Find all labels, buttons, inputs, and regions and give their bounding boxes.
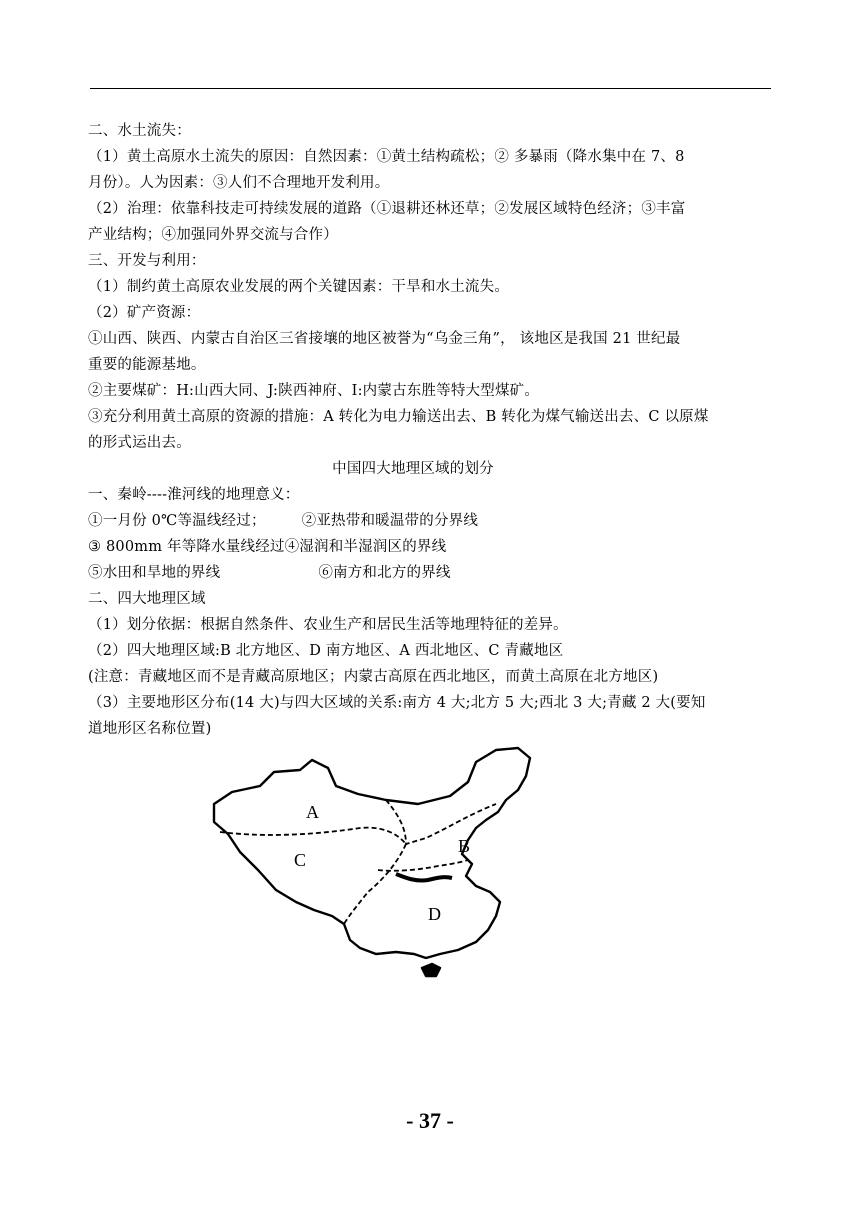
text-line: （2）治理：依靠科技走可持续发展的道路（①退耕还林还草；②发展区域特色经济；③丰富 bbox=[88, 201, 686, 217]
text-line: 产业结构；④加强同外界交流与合作） bbox=[88, 227, 338, 243]
significance-item: ②亚热带和暖温带的分界线 bbox=[301, 513, 479, 529]
text-line: 月份）。人为因素：③人们不合理地开发利用。 bbox=[88, 175, 390, 191]
text-line: 的形式运出去。 bbox=[88, 435, 191, 451]
text-line: （1）黄土高原水土流失的原因：自然因素：①黄土结构疏松；② 多暴雨（降水集中在 7、8 bbox=[88, 149, 685, 165]
qinling-huaihe-line bbox=[396, 874, 452, 881]
boundary-northwest-qinghai bbox=[220, 828, 406, 844]
china-regions-map bbox=[200, 742, 540, 984]
significance-item: ④湿润和半湿润区的界线 bbox=[284, 539, 447, 555]
hainan-island bbox=[422, 964, 440, 976]
region-label-b: B bbox=[458, 836, 471, 856]
significance-row bbox=[88, 534, 778, 560]
region-label-d: D bbox=[428, 904, 441, 924]
text-line: （3）主要地形区分布(14 大)与四大区域的关系:南方 4 大;北方 5 大;西北 3 大;青藏 2 大(要知 bbox=[88, 695, 706, 711]
country-outline bbox=[214, 748, 530, 958]
significance-row bbox=[88, 508, 778, 534]
text-line: ③充分利用黄土高原的资源的措施：A 转化为电力输送出去、B 转化为煤气输送出去、C 以原煤 bbox=[88, 409, 709, 425]
text-line: （2）矿产资源： bbox=[88, 305, 201, 321]
boundary-north-northwest bbox=[386, 800, 496, 844]
significance-item: ①一月份 0℃等温线经过； bbox=[88, 513, 266, 529]
page-number: - 37 - bbox=[406, 1108, 454, 1133]
region-label-c: C bbox=[294, 850, 307, 870]
significance-item: ⑤水田和旱地的界线 bbox=[88, 565, 221, 581]
document-body bbox=[88, 118, 778, 742]
header-rule bbox=[90, 88, 771, 89]
text-line: 二、四大地理区域 bbox=[88, 591, 206, 607]
text-line: 重要的能源基地。 bbox=[88, 357, 206, 373]
text-line: (注意：青藏地区而不是青藏高原地区；内蒙古高原在西北地区，而黄土高原在北方地区) bbox=[88, 669, 659, 685]
text-line: ②主要煤矿：H:山西大同、J:陕西神府、I:内蒙古东胜等特大型煤矿。 bbox=[88, 383, 540, 399]
significance-item: ③ 800mm 年等降水量线经过 bbox=[88, 539, 285, 555]
text-line: 二、水土流失： bbox=[88, 123, 191, 139]
significance-item: ⑥南方和北方的界线 bbox=[318, 565, 451, 581]
text-line: 三、开发与利用： bbox=[88, 253, 206, 269]
text-line: （1）制约黄土高原农业发展的两个关键因素：干旱和水土流失。 bbox=[88, 279, 510, 295]
significance-row bbox=[88, 560, 778, 586]
section-title: 中国四大地理区域的划分 bbox=[332, 461, 494, 477]
text-line: ①山西、陕西、内蒙古自治区三省接壤的地区被誉为“乌金三角”， 该地区是我国 21 世纪最 bbox=[88, 331, 681, 347]
boundary-qinghai-east bbox=[344, 844, 406, 924]
text-line: （2）四大地理区域:B 北方地区、D 南方地区、A 西北地区、C 青藏地区 bbox=[88, 643, 564, 659]
text-line: 一、秦岭----淮河线的地理意义： bbox=[88, 487, 300, 503]
text-line: （1）划分依据：根据自然条件、农业生产和居民生活等地理特征的差异。 bbox=[88, 617, 568, 633]
text-line: 道地形区名称位置) bbox=[88, 721, 212, 737]
region-label-a: A bbox=[306, 802, 319, 822]
